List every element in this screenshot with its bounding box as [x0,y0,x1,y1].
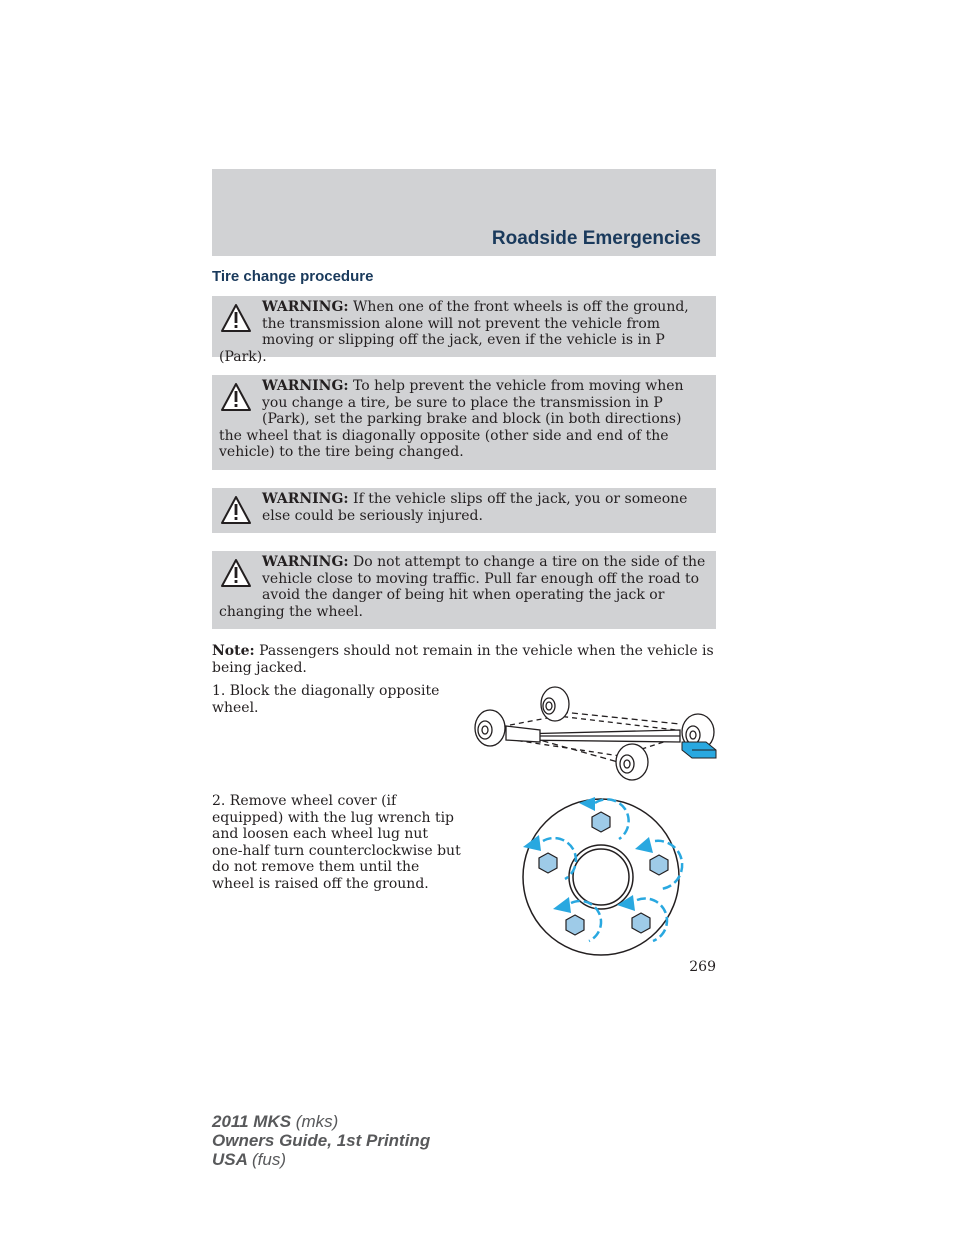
arrow-ccw-icon [523,835,541,851]
warning-text: To help prevent the vehicle from moving when you change a tire, be sure to place the transmission in P (Park), set the parking brake and block (in both directions) the wheel that is diagonally opposite (other side and end of the vehicle) to the tire being changed. [219,378,684,460]
lug-nut-icon [539,853,557,873]
footer-model-code: (mks) [295,1112,339,1131]
page-title: Roadside Emergencies [491,228,701,249]
page-number: 269 [689,959,716,975]
warning-label: WARNING: [262,491,349,507]
warning-box-3 [212,488,716,533]
note-label: Note: [212,643,255,659]
section-title: Tire change procedure [212,268,374,285]
warning-label: WARNING: [262,299,349,315]
footer-model: 2011 MKS [212,1112,292,1131]
footer [212,1112,430,1169]
lug-nut-wheel-diagram [515,795,690,960]
wheel-chock-icon [682,742,716,758]
lug-nut-icon [632,913,650,933]
step-1: 1. Block the diagonally opposite wheel. [212,683,440,716]
warning-triangle-icon [220,495,252,525]
warning-text: When one of the front wheels is off the ground, the transmission alone will not prevent the vehicle from moving or slipping off the jack, even if the vehicle is in P (Park). [219,299,689,365]
note-paragraph [212,643,716,676]
warning-text: Do not attempt to change a tire on the side of the vehicle close to moving traffic. Pull far enough off the road to avoid the danger of being hit when operating the jack or changing the wheel. [219,554,706,620]
warning-triangle-icon [220,303,252,333]
step-2: 2. Remove wheel cover (if equipped) with the lug wrench tip and loosen each wheel lug nut one-half turn counterclockwise but do not remove them until the wheel is raised off the ground. [212,793,461,892]
warning-box-4 [212,551,716,629]
header-band [212,169,716,256]
footer-edition: Owners Guide, 1st Printing [212,1131,431,1150]
footer-market: USA [212,1150,248,1169]
warning-label: WARNING: [262,378,349,394]
warning-box-1 [212,296,716,365]
footer-market-code: (fus) [252,1150,286,1169]
warning-label: WARNING: [262,554,349,570]
warning-box-2 [212,375,716,470]
warning-triangle-icon [220,382,252,412]
note-text: Passengers should not remain in the vehicle when the vehicle is being jacked. [212,643,714,676]
warning-triangle-icon [220,558,252,588]
wheel-block-diagram [470,680,720,785]
lug-nut-icon [592,812,610,832]
lug-nut-icon [566,915,584,935]
warning-text: If the vehicle slips off the jack, you or someone else could be seriously injured. [262,491,688,524]
lug-nut-icon [650,855,668,875]
